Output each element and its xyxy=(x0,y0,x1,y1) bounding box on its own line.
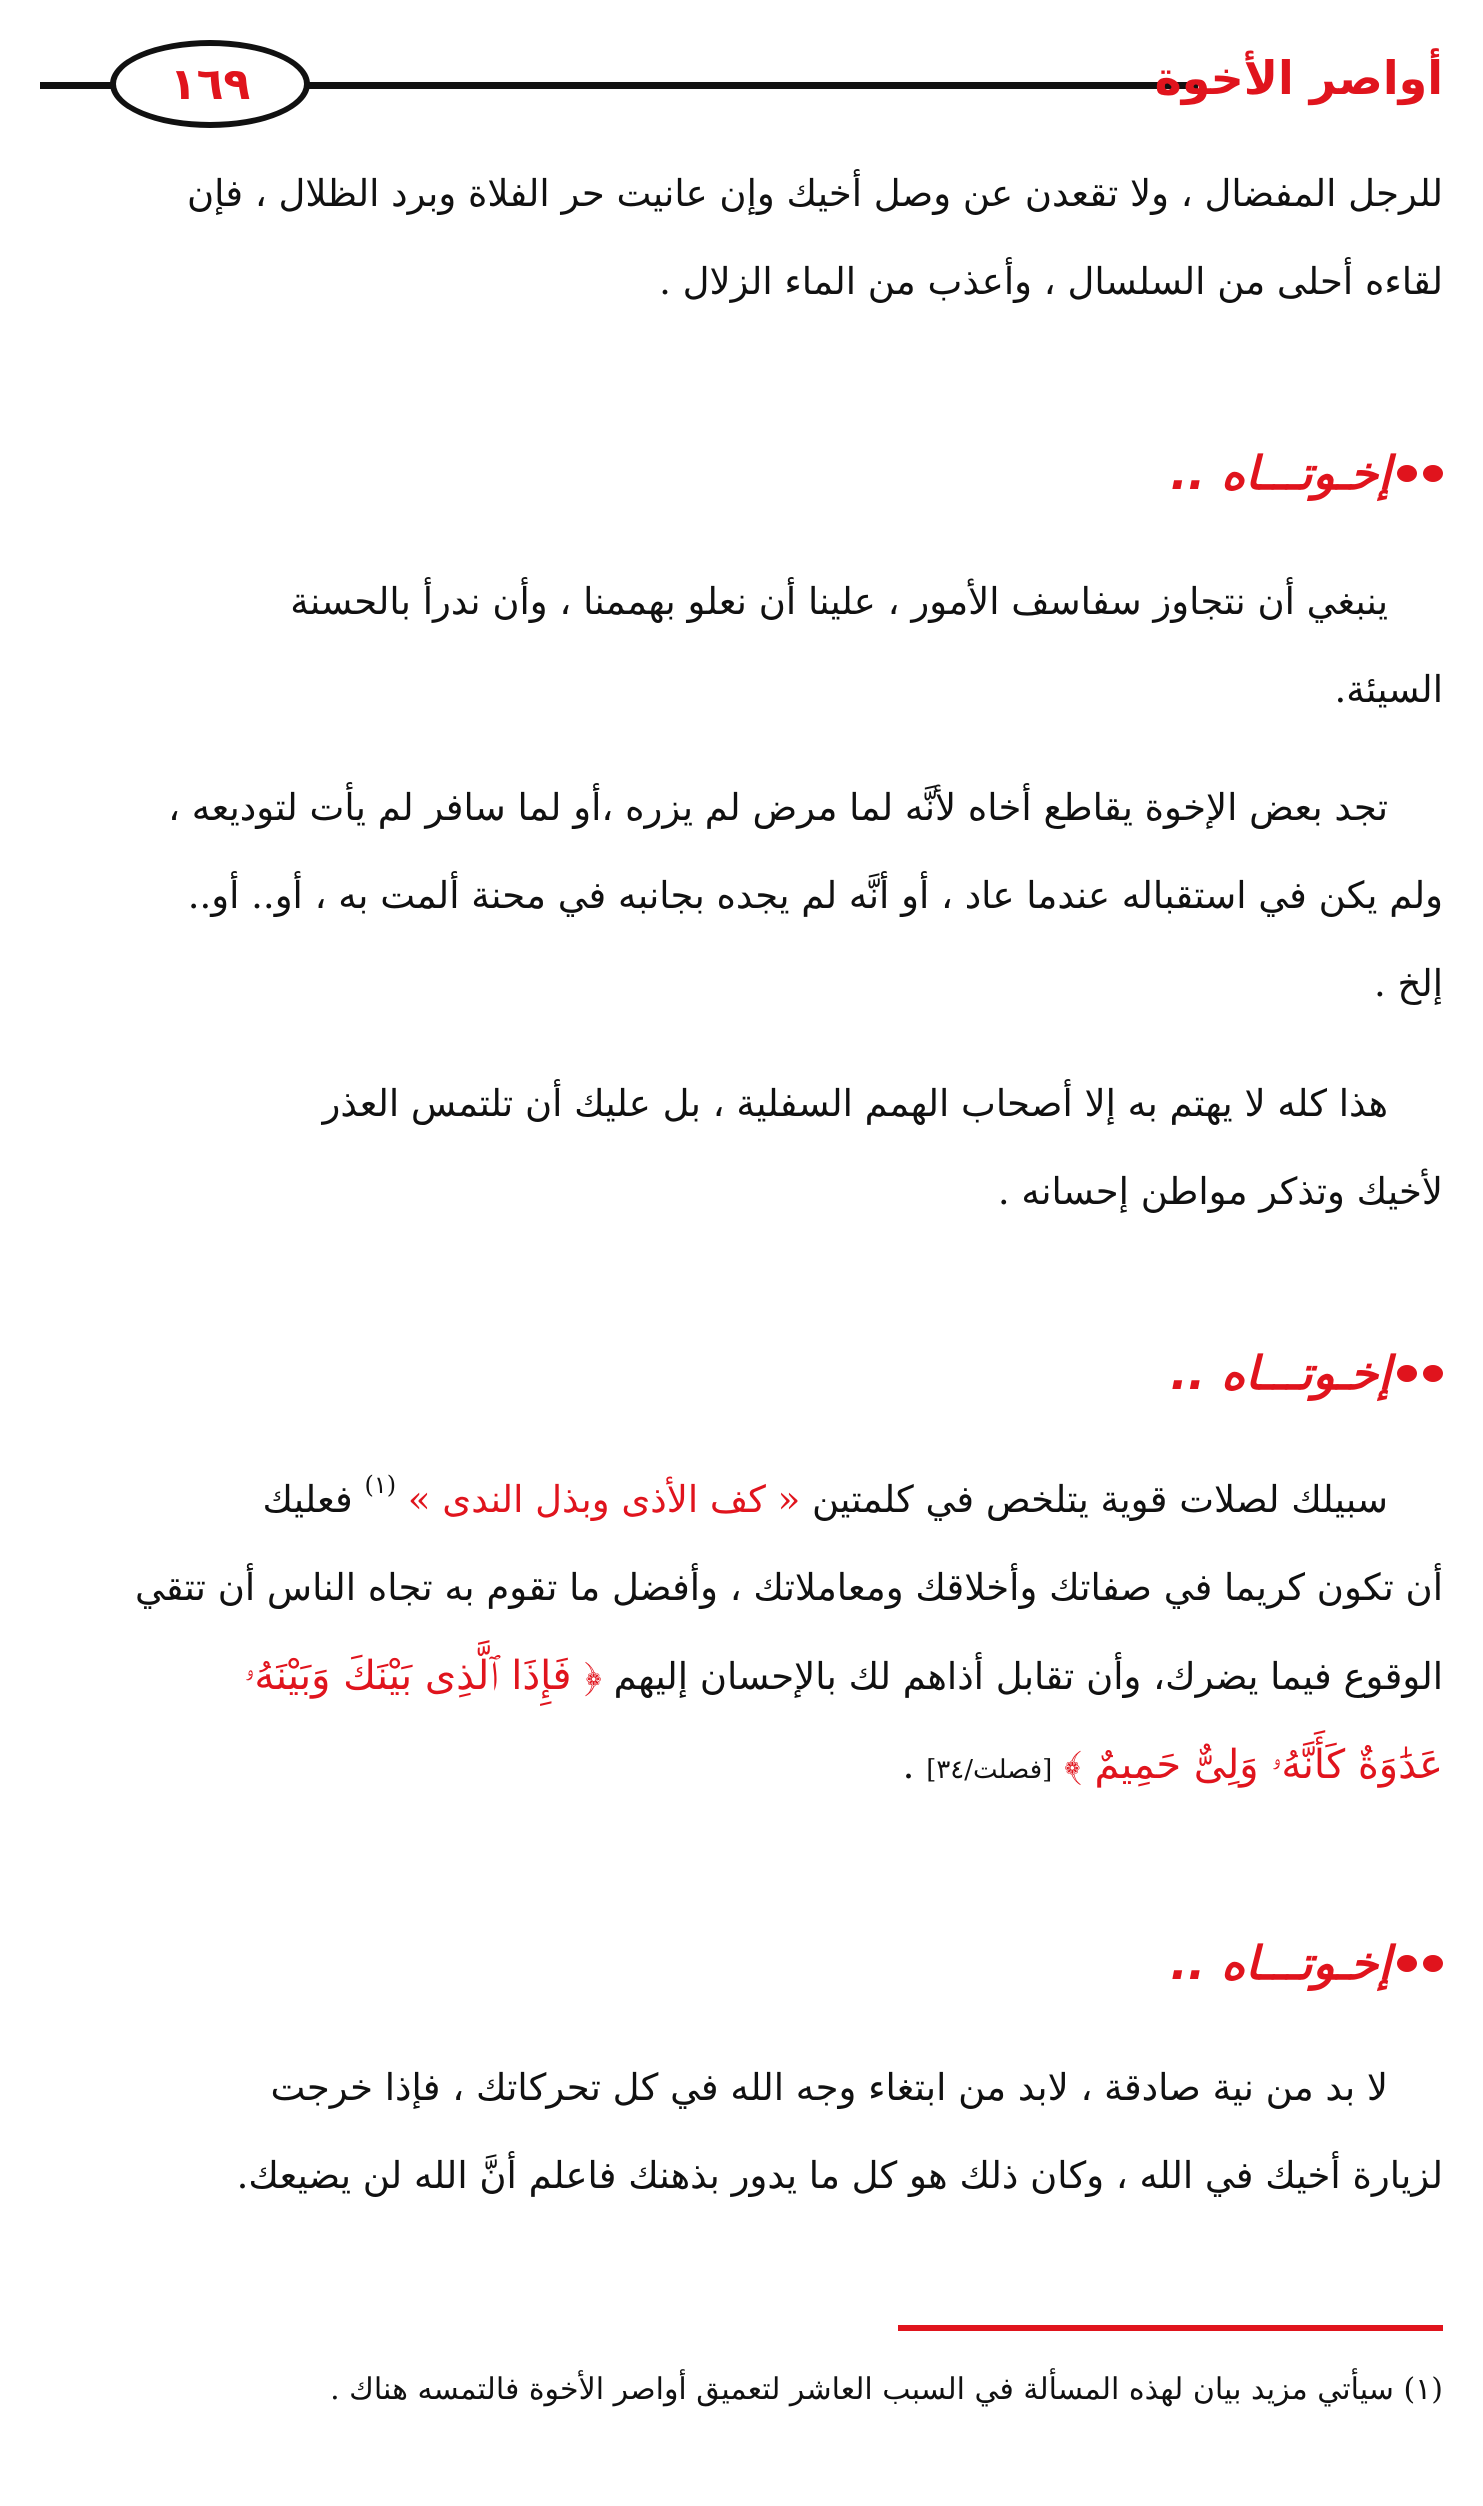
quran-verse: ﴿ فَإِذَا ٱلَّذِى بَيْنَكَ وَبَيْنَهُۥ xyxy=(244,1653,602,1699)
text-run: . xyxy=(902,1744,915,1787)
section-heading-text: إخـوتـــاه .. xyxy=(1170,1346,1391,1400)
section-heading xyxy=(1170,438,1443,508)
section-heading xyxy=(1170,1928,1443,1998)
section-heading-text: إخـوتـــاه .. xyxy=(1170,1936,1391,1990)
footnote-marker[interactable]: (١) xyxy=(364,1470,397,1499)
paragraph-line: هذا كله لا يهتم به إلا أصحاب الهمم السفلية ، بل عليك أن تلتمس العذر xyxy=(322,1082,1388,1125)
paragraph-line: السيئة. xyxy=(1334,668,1443,711)
paragraph-line: لقاءه أحلى من السلسال ، وأعذب من الماء الزلال . xyxy=(659,260,1443,303)
bullet-dots-icon xyxy=(1397,1365,1443,1382)
paragraph-line: لا بد من نية صادقة ، لابد من ابتغاء وجه الله في كل تحركاتك ، فإذا خرجت xyxy=(270,2066,1388,2109)
paragraph-line: للرجل المفضال ، ولا تقعدن عن وصل أخيك وإن عانيت حر الفلاة وبرد الظلال ، فإن xyxy=(186,172,1443,215)
bullet-dots-icon xyxy=(1397,465,1443,482)
paragraph-6 xyxy=(40,2044,1443,2220)
paragraph-line xyxy=(40,1456,1443,1544)
paragraph-line: تجد بعض الإخوة يقاطع أخاه لأنَّه لما مرض لم يزره ،أو لما سافر لم يأت لتوديعه ، xyxy=(168,786,1388,829)
text-run: سبيلك لصلات قوية يتلخص في كلمتين xyxy=(812,1478,1388,1521)
running-title: أواصر الأخوة xyxy=(1154,51,1443,105)
paragraph-line: ينبغي أن نتجاوز سفاسف الأمور ، علينا أن نعلو بهممنا ، وأن ندرأ بالحسنة xyxy=(290,580,1388,623)
footnote: (١) سيأتي مزيد بيان لهذه المسألة في السبب العاشر لتعميق أواصر الأخوة فالتمسه هناك . xyxy=(330,2372,1443,2407)
paragraph-line: إلخ . xyxy=(1374,962,1443,1005)
bullet-dots-icon xyxy=(1397,1955,1443,1972)
paragraph-3 xyxy=(40,764,1443,1028)
quran-verse: عَدَٰوَةٌ كَأَنَّهُۥ وَلِىٌّ حَمِيمٌ ﴾ xyxy=(1064,1742,1443,1788)
page-number: ١٦٩ xyxy=(169,58,251,110)
paragraph-line: لأخيك وتذكر مواطن إحسانه . xyxy=(997,1170,1443,1213)
page-header xyxy=(40,30,1443,140)
paragraph-line xyxy=(40,1632,1443,1721)
paragraph-2 xyxy=(40,558,1443,734)
page-number-frame xyxy=(110,40,310,128)
paragraph-5 xyxy=(40,1456,1443,1814)
paragraph-line xyxy=(40,1721,1443,1814)
verse-reference: [فصلت/٣٤] xyxy=(926,1755,1053,1785)
paragraph-4 xyxy=(40,1060,1443,1236)
paragraph-line: لزيارة أخيك في الله ، وكان ذلك هو كل ما يدور بذهنك فاعلم أنَّ الله لن يضيعك. xyxy=(236,2154,1443,2197)
paragraph-1 xyxy=(40,150,1443,326)
section-heading xyxy=(1170,1338,1443,1408)
text-run: الوقوع فيما يضرك، وأن تقابل أذاهم لك بالإحسان إليهم xyxy=(613,1655,1443,1698)
paragraph-line: ولم يكن في استقباله عندما عاد ، أو أنَّه لم يجده بجانبه في محنة ألمت به ، أو.. أو.. xyxy=(187,874,1443,917)
paragraph-line: أن تكون كريما في صفاتك وأخلاقك ومعاملاتك ، وأفضل ما تقوم به تجاه الناس أن تتقي xyxy=(134,1566,1443,1609)
text-run: فعليك xyxy=(262,1478,353,1521)
section-heading-text: إخـوتـــاه .. xyxy=(1170,446,1391,500)
highlighted-quote: « كف الأذى وبذل الندى » xyxy=(407,1478,801,1521)
footnote-rule xyxy=(898,2325,1443,2331)
